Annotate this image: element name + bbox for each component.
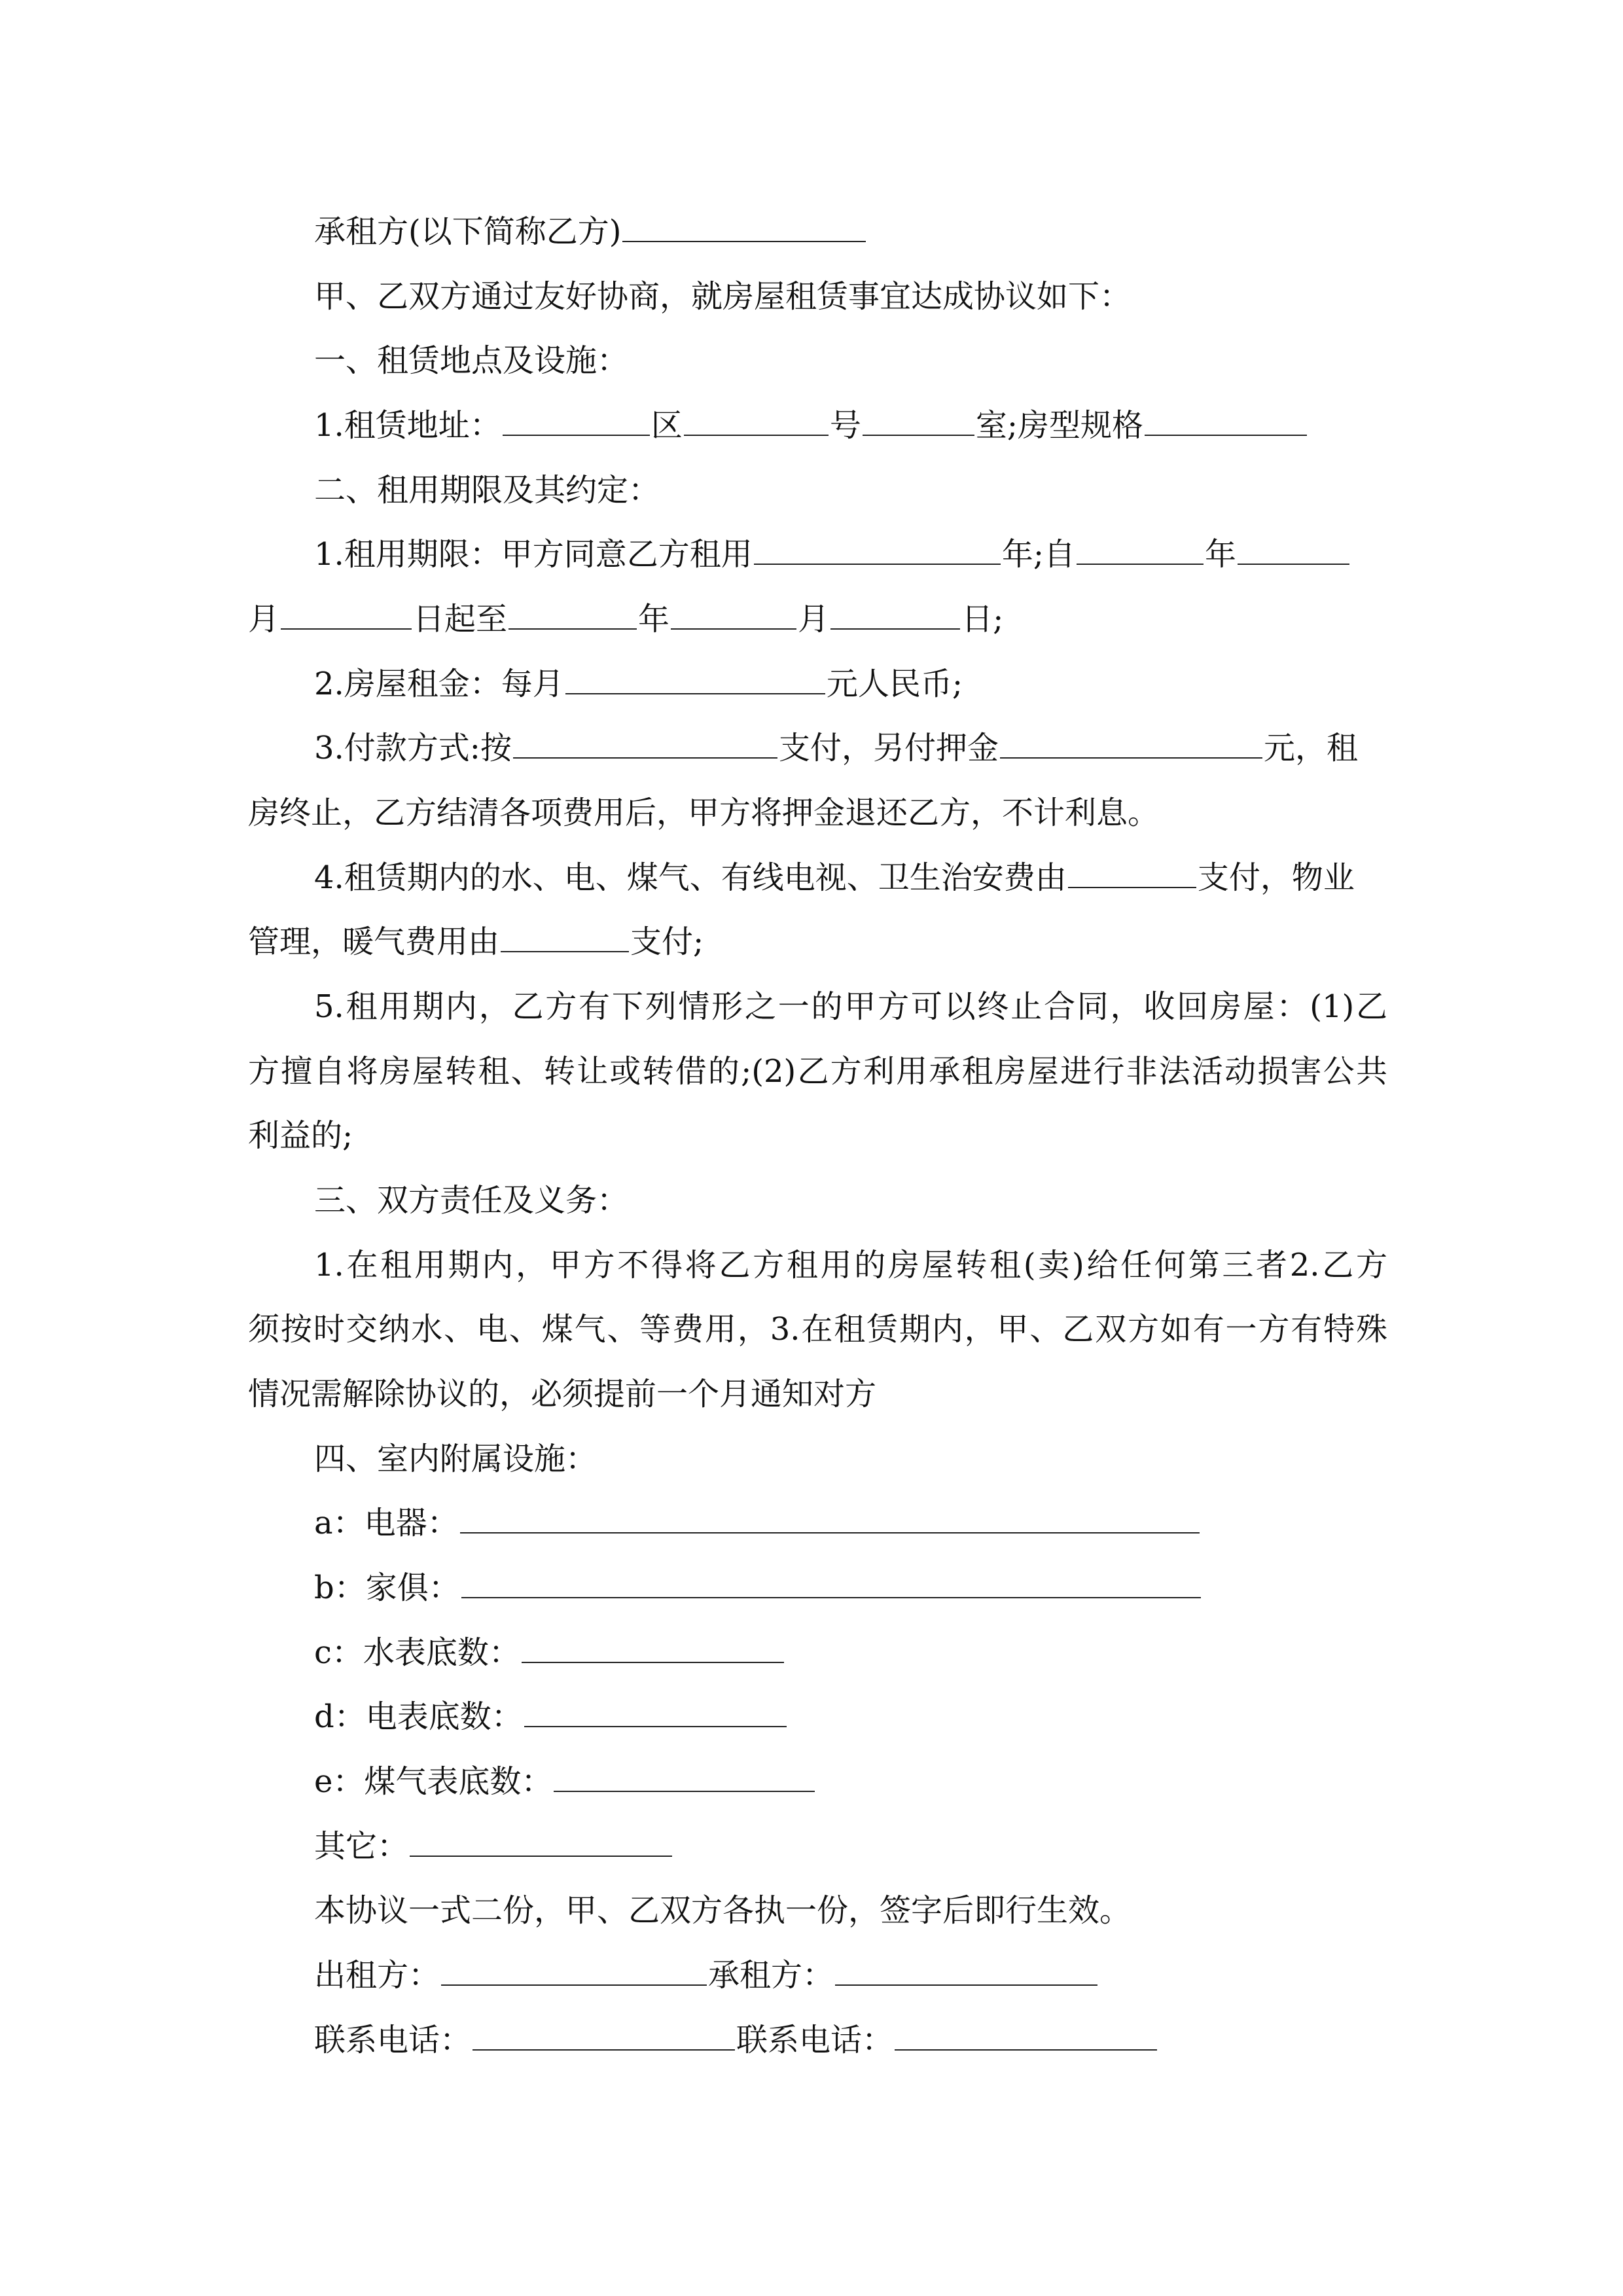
text: e：煤气表底数： xyxy=(314,1763,553,1800)
text: 联系电话： xyxy=(314,2022,472,2058)
term-line xyxy=(314,522,1351,587)
blank-field[interactable] xyxy=(460,1532,1200,1534)
water-meter-line xyxy=(314,1621,785,1685)
blank-field[interactable] xyxy=(754,563,1001,565)
text: 房终止，乙方结清各项费用后，甲方将押金退还乙方，不计利息。 xyxy=(248,795,1160,831)
text: 日; xyxy=(961,601,1004,637)
section-4-heading: 四、室内附属设施： xyxy=(314,1441,597,1477)
lessee-phone-field[interactable] xyxy=(895,2049,1157,2051)
payment-line xyxy=(314,716,1358,781)
text: 年 xyxy=(638,601,670,637)
rent-line xyxy=(314,652,963,717)
duties-line: 1.在租用期内，甲方不得将乙方租用的房屋转租(卖)给任何第三者2.乙方 xyxy=(314,1247,1387,1283)
lessee-line xyxy=(314,200,867,264)
section-1-heading xyxy=(314,329,628,393)
text: 3.付款方式:按 xyxy=(314,730,512,766)
section-2-heading xyxy=(314,458,660,523)
term-dates-line xyxy=(248,587,1003,652)
text: 管理，暖气费用由 xyxy=(248,924,500,960)
blank-field[interactable] xyxy=(461,1596,1201,1598)
text: 日起至 xyxy=(413,601,508,637)
blank-field[interactable] xyxy=(622,240,866,242)
text: 2.房屋租金：每月 xyxy=(314,666,564,702)
text: 二、租用期限及其约定： xyxy=(314,472,660,509)
text: 月 xyxy=(248,601,280,637)
blank-field[interactable] xyxy=(1145,434,1307,436)
text: d：电表底数： xyxy=(314,1698,523,1735)
blank-field[interactable] xyxy=(410,1855,672,1857)
text: 出租方： xyxy=(314,1957,440,1994)
blank-field[interactable] xyxy=(1068,886,1196,888)
blank-field[interactable] xyxy=(501,950,629,952)
address-line xyxy=(314,393,1308,458)
intro-line xyxy=(314,264,1131,329)
duties-line-end: 情况需解除协议的，必须提前一个月通知对方 xyxy=(248,1376,877,1412)
text: 支付，物业 xyxy=(1197,859,1355,896)
text: 年;自 xyxy=(1001,536,1075,573)
text: a：电器： xyxy=(314,1505,459,1541)
gas-meter-line xyxy=(314,1749,816,1814)
text: 联系电话： xyxy=(736,2022,894,2058)
electric-meter-line xyxy=(314,1685,788,1749)
lessee-signature-field[interactable] xyxy=(835,1984,1097,1986)
text: 4.租赁期内的水、电、煤气、有线电视、卫生治安费由 xyxy=(314,859,1067,896)
blank-field[interactable] xyxy=(554,1790,815,1792)
blank-field[interactable] xyxy=(281,628,412,630)
blank-field[interactable] xyxy=(522,1661,784,1663)
blank-field[interactable] xyxy=(524,1725,787,1727)
termination-line-end: 利益的; xyxy=(248,1117,353,1154)
text: 年 xyxy=(1205,536,1237,573)
text: 一、租赁地点及设施： xyxy=(314,342,629,379)
termination-line-cont: 方擅自将房屋转租、转让或转借的;(2)乙方利用承租房屋进行非法活动损害公共 xyxy=(248,1053,1387,1090)
text: 支付，另付押金 xyxy=(778,730,999,766)
blank-field[interactable] xyxy=(1238,563,1349,565)
text: 支付; xyxy=(630,924,704,960)
text: b：家俱： xyxy=(314,1570,460,1606)
duties-line-cont: 须按时交纳水、电、煤气、等费用，3.在租赁期内，甲、乙双方如有一方有特殊 xyxy=(248,1311,1387,1348)
text: 元，租 xyxy=(1264,730,1359,766)
text: 号 xyxy=(829,407,861,444)
termination-line: 5.租用期内，乙方有下列情形之一的甲方可以终止合同，收回房屋：(1)乙 xyxy=(314,988,1387,1025)
blank-field[interactable] xyxy=(863,434,974,436)
utilities-line-cont xyxy=(248,910,704,975)
text: 承租方(以下简称乙方) xyxy=(314,213,622,250)
text: 1.租用期限：甲方同意乙方租用 xyxy=(314,536,753,573)
phone-line xyxy=(314,2008,1158,2073)
text: 甲、乙双方通过友好协商，就房屋租赁事宜达成协议如下： xyxy=(314,278,1132,315)
text: 元人民币; xyxy=(826,666,963,702)
other-line xyxy=(314,1814,673,1879)
effect-line: 本协议一式二份，甲、乙双方各执一份，签字后即行生效。 xyxy=(314,1892,1132,1929)
utilities-line xyxy=(314,846,1355,910)
text: 承租方： xyxy=(708,1957,834,1994)
blank-field[interactable] xyxy=(508,628,637,630)
lessor-phone-field[interactable] xyxy=(473,2049,735,2051)
blank-field[interactable] xyxy=(684,434,829,436)
text: 其它： xyxy=(314,1828,409,1865)
blank-field[interactable] xyxy=(830,628,960,630)
text: 1.租赁地址： xyxy=(314,407,501,444)
blank-field[interactable] xyxy=(671,628,796,630)
text: c：水表底数： xyxy=(314,1634,520,1671)
payment-line-cont xyxy=(248,781,1159,846)
blank-field[interactable] xyxy=(1077,563,1204,565)
blank-field[interactable] xyxy=(1000,757,1262,759)
section-3-heading: 三、双方责任及义务： xyxy=(314,1182,629,1219)
lessor-signature-field[interactable] xyxy=(441,1984,707,1986)
blank-field[interactable] xyxy=(565,692,825,694)
blank-field[interactable] xyxy=(513,757,777,759)
text: 月 xyxy=(798,601,830,637)
text: 室;房型规格 xyxy=(975,407,1144,444)
text: 区 xyxy=(651,407,683,444)
signature-line xyxy=(314,1943,1099,2008)
furniture-line xyxy=(314,1556,1202,1621)
blank-field[interactable] xyxy=(503,434,650,436)
appliances-line xyxy=(314,1491,1201,1556)
